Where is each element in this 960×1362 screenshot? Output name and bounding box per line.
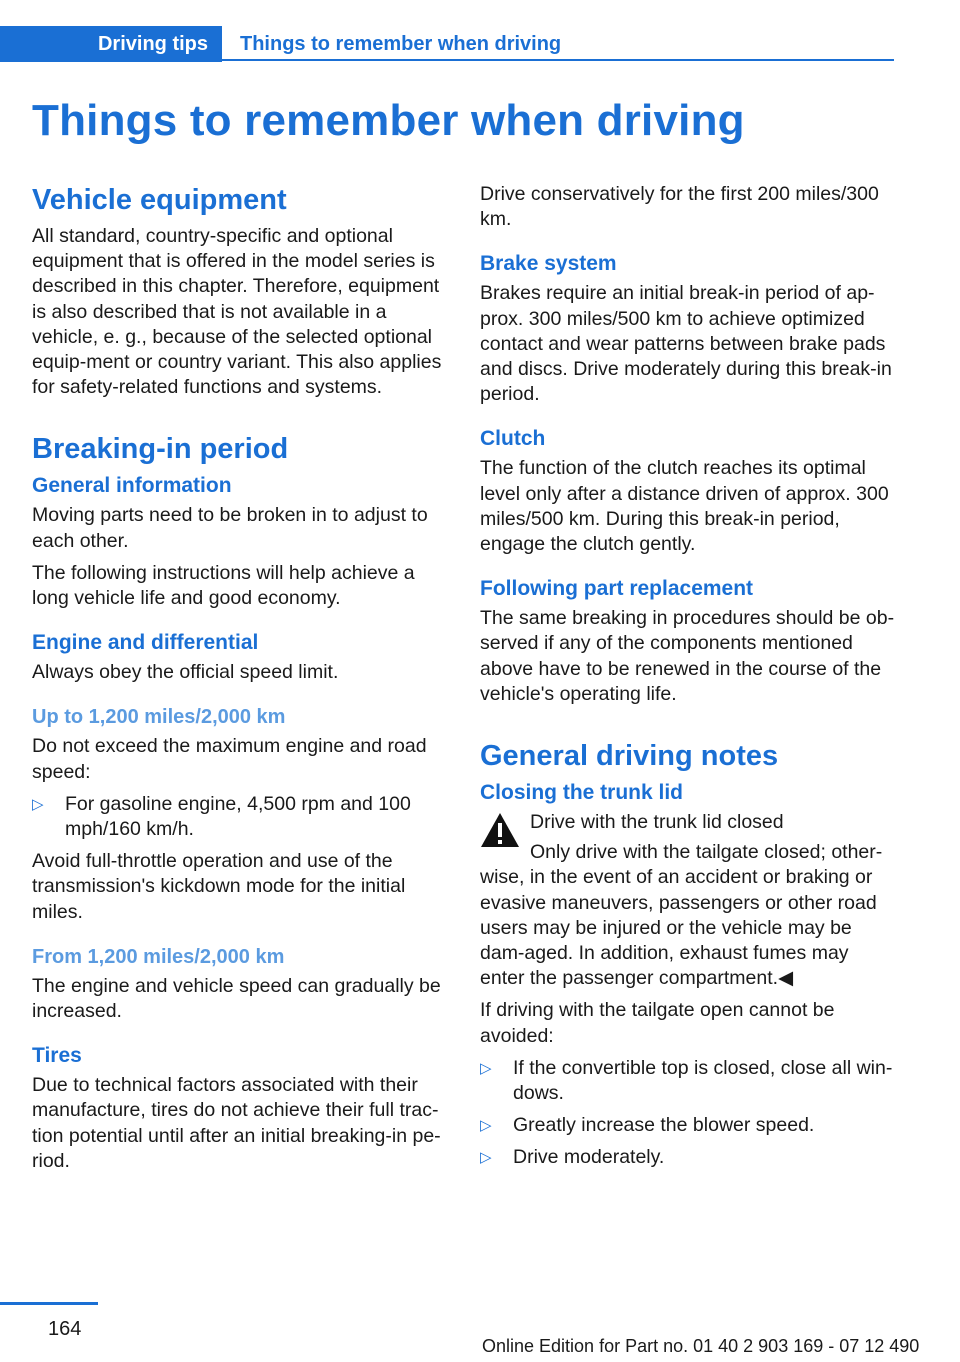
- heading-from: From 1,200 miles/2,000 km: [32, 945, 285, 968]
- triangle-right-icon: ▷: [32, 795, 44, 813]
- replacement-text: The same breaking in procedures should be ob-served if any of the components mentioned above have to be renewed in the course of the vehicle's operating life.: [480, 607, 895, 705]
- continued-text: Drive conservatively for the first 200 miles/300 km.: [480, 183, 879, 231]
- page-title: Things to remember when driving: [32, 96, 745, 145]
- engine-text: Always obey the official speed limit.: [32, 661, 339, 684]
- section-tab[interactable]: Driving tips: [0, 26, 222, 62]
- heading-clutch: Clutch: [480, 427, 546, 451]
- triangle-right-icon: ▷: [480, 1059, 492, 1077]
- clutch-text: The function of the clutch reaches its optimal level only after a distance driven of approx. 300 miles/500 km. During this break-in period, engage the clutch gently.: [480, 457, 889, 556]
- tailgate-text: If driving with the tailgate open cannot be avoided:: [480, 999, 835, 1047]
- right-column: [480, 182, 898, 1178]
- warning-block: [480, 810, 898, 991]
- general-info-text-1: Moving parts need to be broken in to adjust to each other.: [32, 504, 428, 552]
- warning-triangle-icon: [480, 812, 520, 848]
- heading-brake-system: Brake system: [480, 252, 617, 276]
- up-to-text: Do not exceed the maximum engine and road speed:: [32, 735, 427, 783]
- header-rule: [222, 59, 894, 61]
- page-number: 164: [48, 1318, 82, 1340]
- list-item-text: Drive moderately.: [513, 1146, 665, 1169]
- up-to-list: [32, 792, 450, 842]
- list-item: [480, 1056, 898, 1106]
- up-to-text-2: Avoid full-throttle operation and use of the transmission's kickdown mode for the initial miles.: [32, 850, 406, 923]
- heading-engine-differential: Engine and differential: [32, 631, 259, 655]
- list-item: [480, 1145, 898, 1170]
- list-item-text: If the convertible top is closed, close all win-dows.: [513, 1056, 893, 1105]
- list-item: [32, 792, 450, 842]
- vehicle-equipment-text: All standard, country-specific and optional equipment that is offered in the model series is described in this chapter. Therefore, equipment is also described that is not available in a vehicle, e. g., because of the selected optional equip-ment or country variant. This also applies for safety-related functions and systems.: [32, 225, 442, 399]
- brake-text: Brakes require an initial break-in period of ap-prox. 300 miles/500 km to achieve optimized contact and wear patterns between brake pads and discs. Drive moderately during this break-in period.: [480, 282, 892, 406]
- heading-breaking-in: Breaking-in period: [32, 433, 289, 466]
- heading-tires: Tires: [32, 1044, 82, 1068]
- heading-closing-trunk: Closing the trunk lid: [480, 781, 683, 805]
- warning-title: Drive with the trunk lid closed: [530, 811, 784, 834]
- heading-up-to: Up to 1,200 miles/2,000 km: [32, 706, 286, 729]
- heading-vehicle-equipment: Vehicle equipment: [32, 184, 287, 216]
- chapter-breadcrumb[interactable]: Things to remember when driving: [240, 32, 562, 55]
- tailgate-list: [480, 1056, 898, 1171]
- warning-text: Only drive with the tailgate closed; other-wise, in the event of an accident or braking or evasive maneuvers, passengers or other road users may be injured or the vehicle may be dam-aged. In addition, exhaust fumes may enter the passenger compartment.◀: [480, 841, 883, 990]
- triangle-right-icon: ▷: [480, 1149, 492, 1167]
- list-item: [480, 1113, 898, 1138]
- list-item-text: Greatly increase the blower speed.: [513, 1114, 815, 1137]
- heading-general-driving-notes: General driving notes: [480, 740, 779, 773]
- triangle-right-icon: ▷: [480, 1117, 492, 1135]
- left-column: [32, 182, 450, 1181]
- page-header: [0, 0, 960, 62]
- tires-text: Due to technical factors associated with their manufacture, tires do not achieve their full trac-tion potential until after an initial breaking-in pe-riod.: [32, 1074, 441, 1172]
- general-info-text-2: The following instructions will help achieve a long vehicle life and good economy.: [32, 561, 415, 610]
- heading-part-replacement: Following part replacement: [480, 577, 754, 601]
- footer-rule: [0, 1302, 98, 1305]
- from-text: The engine and vehicle speed can gradually be increased.: [32, 974, 441, 1023]
- heading-general-information: General information: [32, 474, 232, 498]
- list-item-text: For gasoline engine, 4,500 rpm and 100 mph/160 km/h.: [65, 792, 411, 841]
- edition-note: Online Edition for Part no. 01 40 2 903 169 - 07 12 490: [482, 1336, 920, 1356]
